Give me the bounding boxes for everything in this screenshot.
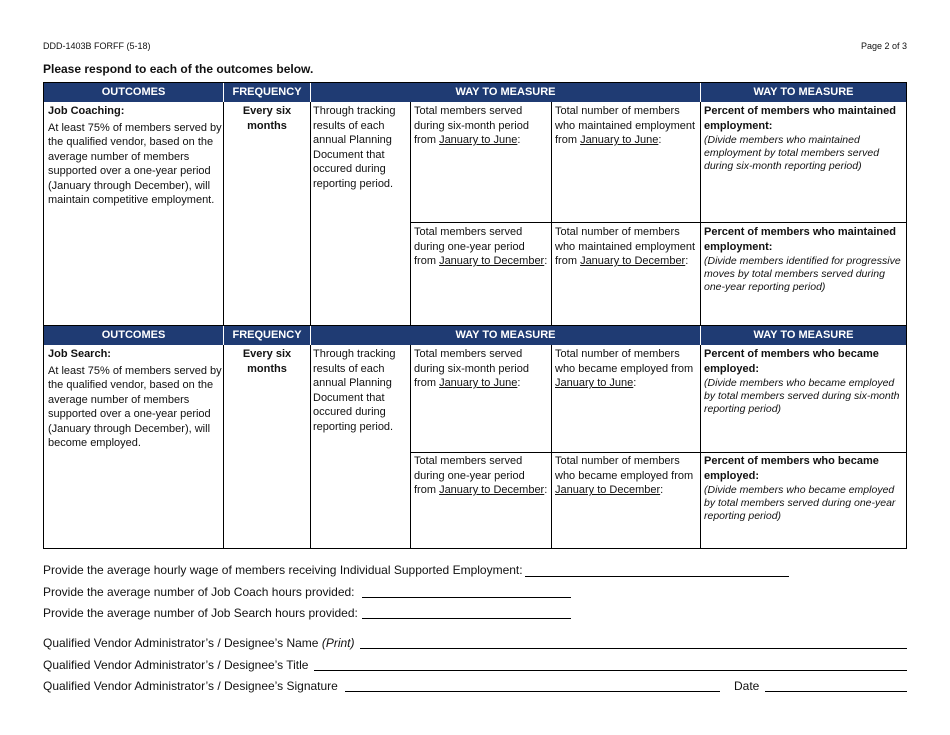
- signature-label: Qualified Vendor Administrator’s / Designee’s Signature: [43, 679, 338, 693]
- one-year-total-served: Total members served during one-year period from January to December:: [414, 226, 548, 267]
- wage-input[interactable]: [525, 576, 789, 577]
- frequency-value: Every six months: [242, 105, 292, 132]
- outcome-description: At least 75% of members served by the qualified vendor, based on the average number of members supported over a one-year period (January through December), will maintain competitive employment.: [48, 121, 222, 206]
- page-number: Page 2 of 3: [860, 41, 907, 51]
- date-input[interactable]: [765, 691, 907, 692]
- col-outcomes: OUTCOMES: [101, 329, 166, 341]
- form-id: DDD-1403B FORFF (5-18): [43, 41, 151, 51]
- col-frequency: FREQUENCY: [232, 86, 302, 98]
- one-year-total-served: Total members served during one-year period from January to December:: [414, 455, 548, 496]
- col-way-to-measure: WAY TO MEASURE: [455, 329, 556, 341]
- admin-name-input[interactable]: [360, 648, 907, 649]
- six-month-total-served: Total members served during six-month period from January to June:: [414, 348, 529, 389]
- col-way-to-measure-2: WAY TO MEASURE: [753, 86, 854, 98]
- col-way-to-measure: WAY TO MEASURE: [455, 86, 556, 98]
- outcome-title: Job Search:: [48, 348, 111, 360]
- date-label: Date: [734, 679, 760, 693]
- wage-label: Provide the average hourly wage of members receiving Individual Supported Employment:: [43, 563, 523, 577]
- admin-title-label: Qualified Vendor Administrator’s / Designee’s Title: [43, 658, 309, 672]
- outcome-title: Job Coaching:: [48, 105, 125, 117]
- outcome-cell: [48, 347, 222, 451]
- outcome-cell: [48, 104, 222, 208]
- signature-input[interactable]: [345, 691, 720, 692]
- one-year-percent: Percent of members who became employed: (Divide members who became employed by total members served during one-year reporting period): [704, 455, 896, 522]
- coach-hours-label: Provide the average number of Job Coach hours provided:: [43, 585, 355, 599]
- frequency-value: Every six months: [242, 348, 292, 375]
- job-coaching-table: [43, 82, 907, 326]
- coach-hours-input[interactable]: [362, 597, 571, 598]
- one-year-maintained: Total number of members who maintained employment from January to December:: [555, 226, 696, 267]
- measure-method: Through tracking results of each annual Planning Document that occured during reporting period.: [313, 348, 396, 433]
- col-outcomes: OUTCOMES: [101, 86, 166, 98]
- six-month-percent: Percent of members who maintained employment: (Divide members who maintained employment by total members served during six-month reporting period): [704, 105, 896, 172]
- instructions: Please respond to each of the outcomes below.: [43, 62, 314, 76]
- one-year-employed: Total number of members who became employed from January to December:: [555, 455, 694, 496]
- outcome-description: At least 75% of members served by the qualified vendor, based on the average number of members supported over a one-year period (January through December), will become employed.: [48, 364, 222, 449]
- search-hours-label: Provide the average number of Job Search hours provided:: [43, 606, 358, 620]
- col-frequency: FREQUENCY: [232, 329, 302, 341]
- six-month-percent: Percent of members who became employed: (Divide members who became employed by total members served during six-month reporting period): [704, 348, 900, 415]
- six-month-total-served: Total members served during six-month period from January to June:: [414, 105, 529, 146]
- measure-method: Through tracking results of each annual Planning Document that occured during reporting period.: [313, 105, 396, 190]
- search-hours-input[interactable]: [362, 618, 571, 619]
- table-header: [44, 326, 906, 345]
- six-month-employed: Total number of members who became employed from January to June:: [555, 348, 694, 389]
- admin-title-input[interactable]: [314, 670, 907, 671]
- job-search-table: [43, 326, 907, 549]
- admin-name-label: Qualified Vendor Administrator’s / Designee’s Name (Print): [43, 636, 355, 650]
- one-year-percent: Percent of members who maintained employment: (Divide members identified for progressive moves by total members served during one-year reporting period): [704, 226, 901, 293]
- table-header: [44, 83, 906, 102]
- col-way-to-measure-2: WAY TO MEASURE: [753, 329, 854, 341]
- six-month-maintained: Total number of members who maintained employment from January to June:: [555, 105, 696, 146]
